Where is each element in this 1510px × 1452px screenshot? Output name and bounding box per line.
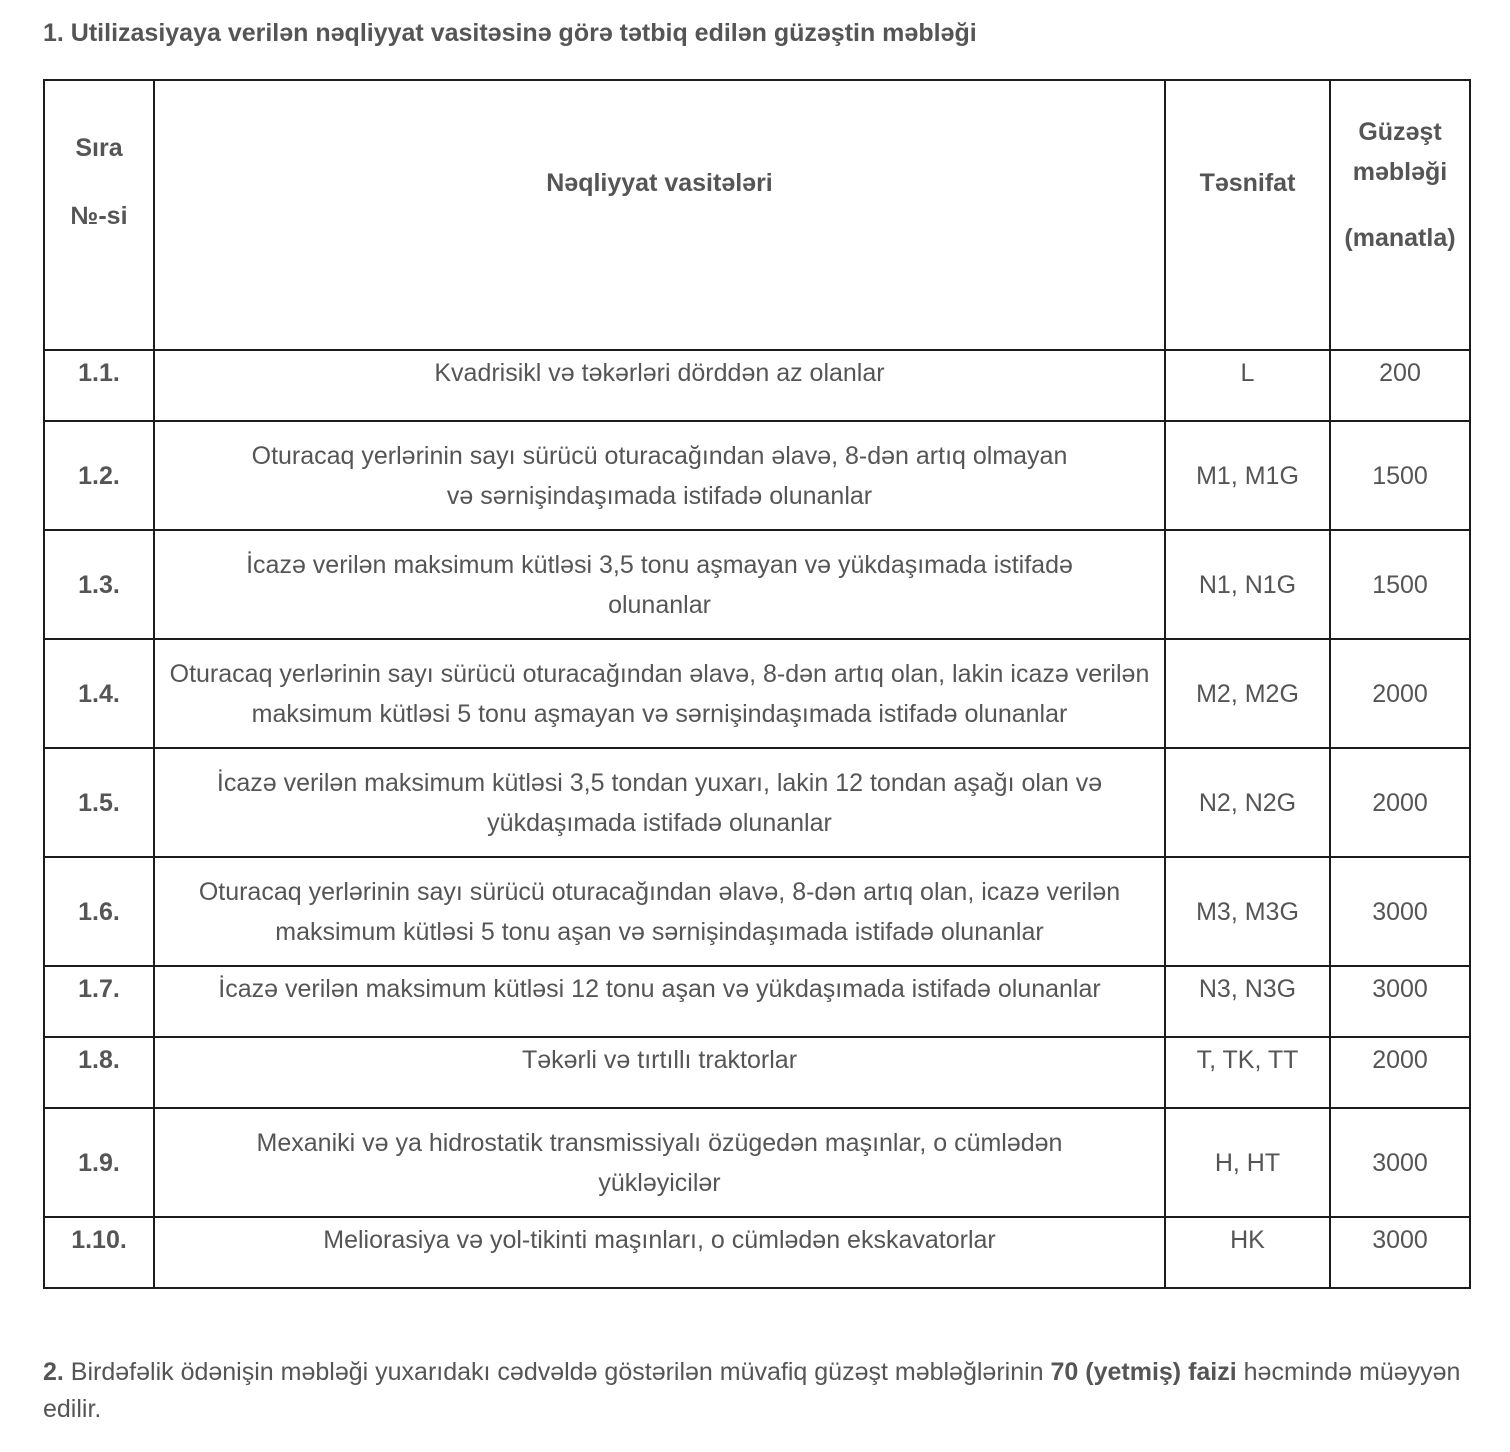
row-classification: N2, N2G: [1165, 748, 1330, 857]
footer-number: 2.: [43, 1358, 64, 1386]
row-amount: 2000: [1330, 1037, 1470, 1108]
row-number: 1.7.: [44, 966, 154, 1037]
row-amount: 2000: [1330, 748, 1470, 857]
row-amount: 200: [1330, 350, 1470, 421]
row-number: 1.6.: [44, 857, 154, 966]
row-description: İcazə verilən maksimum kütləsi 3,5 tonu aşmayan və yükdaşımada istifadə olunanlar: [154, 530, 1165, 639]
header-discount-amount: [1330, 80, 1470, 350]
row-description: Oturacaq yerlərinin sayı sürücü oturacağından əlavə, 8-dən artıq olan, lakin icazə verilən maksimum kütləsi 5 tonu aşmayan və sərnişindaşımada istifadə olunanlar: [154, 639, 1165, 748]
row-amount: 3000: [1330, 1217, 1470, 1288]
row-description: Meliorasiya və yol-tikinti maşınları, o cümlədən ekskavatorlar: [154, 1217, 1165, 1288]
table-row: [44, 966, 1470, 1037]
header-vehicles: [154, 80, 1165, 350]
row-number: 1.9.: [44, 1108, 154, 1217]
row-classification: HK: [1165, 1217, 1330, 1288]
row-amount: 3000: [1330, 966, 1470, 1037]
header-amount-line1: Güzəşt: [1358, 118, 1442, 146]
row-classification: N1, N1G: [1165, 530, 1330, 639]
row-description: İcazə verilən maksimum kütləsi 3,5 tondan yuxarı, lakin 12 tondan aşağı olan və yükdaşımada istifadə olunanlar: [154, 748, 1165, 857]
table-row: [44, 530, 1470, 639]
row-classification: L: [1165, 350, 1330, 421]
table-row: [44, 1037, 1470, 1108]
row-description: Oturacaq yerlərinin sayı sürücü oturacağından əlavə, 8-dən artıq olan, icazə verilən maksimum kütləsi 5 tonu aşan və sərnişindaşımada istifadə olunanlar: [154, 857, 1165, 966]
row-number: 1.3.: [44, 530, 154, 639]
footer-bold-percent: 70 (yetmiş) faizi: [1050, 1358, 1237, 1386]
header-classification-label: Təsnifat: [1199, 169, 1296, 197]
row-description: Oturacaq yerlərinin sayı sürücü oturacağından əlavə, 8-dən artıq olmayan və sərnişindaşımada istifadə olunanlar: [154, 421, 1165, 530]
row-number: 1.4.: [44, 639, 154, 748]
row-description: Təkərli və tırtıllı traktorlar: [154, 1037, 1165, 1108]
table-row: [44, 350, 1470, 421]
footer-text-after: həcmində müəyyən edilir.: [43, 1358, 1461, 1423]
header-amount-line2: məbləği: [1352, 158, 1448, 186]
header-classification: [1165, 80, 1330, 350]
header-amount-line3: (manatla): [1344, 224, 1456, 252]
header-serial-number: [44, 80, 154, 350]
table-row: [44, 1217, 1470, 1288]
row-number: 1.2.: [44, 421, 154, 530]
row-classification: N3, N3G: [1165, 966, 1330, 1037]
row-amount: 2000: [1330, 639, 1470, 748]
section-heading: 1. Utilizasiyaya verilən nəqliyyat vasitəsinə görə tətbiq edilən güzəştin məbləği: [43, 19, 977, 47]
header-vehicles-label: Nəqliyyat vasitələri: [546, 169, 773, 197]
row-classification: M2, M2G: [1165, 639, 1330, 748]
row-classification: M3, M3G: [1165, 857, 1330, 966]
row-amount: 3000: [1330, 1108, 1470, 1217]
table-row: [44, 1108, 1470, 1217]
row-classification: T, TK, TT: [1165, 1037, 1330, 1108]
table-header-row: [44, 80, 1470, 350]
table-row: [44, 421, 1470, 530]
row-number: 1.5.: [44, 748, 154, 857]
discount-table: [43, 79, 1471, 1289]
footer-text-before: Birdəfəlik ödənişin məbləği yuxarıdakı cədvəldə göstərilən müvafiq güzəşt məbləğlərinin: [63, 1358, 1051, 1386]
footer-paragraph: [43, 1354, 1473, 1428]
header-serial-line2: №-si: [70, 202, 128, 230]
row-number: 1.8.: [44, 1037, 154, 1108]
row-number: 1.1.: [44, 350, 154, 421]
row-description: Mexaniki və ya hidrostatik transmissiyalı özügedən maşınlar, o cümlədən yükləyicilər: [154, 1108, 1165, 1217]
row-description: İcazə verilən maksimum kütləsi 12 tonu aşan və yükdaşımada istifadə olunanlar: [154, 966, 1165, 1037]
row-amount: 3000: [1330, 857, 1470, 966]
row-amount: 1500: [1330, 421, 1470, 530]
table-row: [44, 857, 1470, 966]
row-classification: H, HT: [1165, 1108, 1330, 1217]
table-row: [44, 639, 1470, 748]
row-amount: 1500: [1330, 530, 1470, 639]
row-number: 1.10.: [44, 1217, 154, 1288]
row-classification: M1, M1G: [1165, 421, 1330, 530]
header-serial-line1: Sıra: [75, 134, 123, 162]
row-description: Kvadrisikl və təkərləri dörddən az olanlar: [154, 350, 1165, 421]
table-row: [44, 748, 1470, 857]
